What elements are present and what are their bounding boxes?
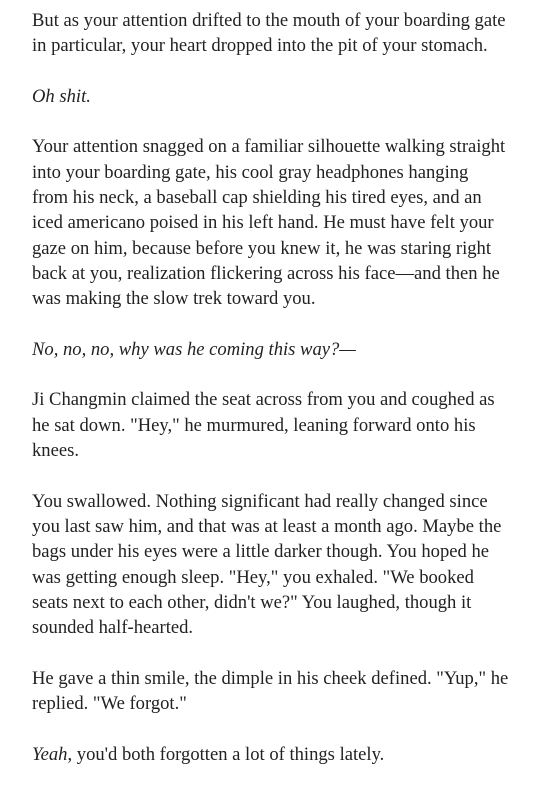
paragraph-7: He gave a thin smile, the dimple in his cheek defined. "Yup," he replied. "We forgot." [32,667,509,715]
paragraph-8-rest: , you'd both forgotten a lot of things lately. [67,743,385,765]
paragraph-4 [32,337,509,362]
paragraph-3: Your attention snagged on a familiar silhouette walking straight into your boarding gate, his cool gray headphones hanging from his neck, a baseball cap shielding his tired eyes, and an iced americano poised in his left hand. He must have felt your gaze on him, because before you knew it, he was staring right back at you, realization flickering across his face—and then he was making the slow trek toward you. [32,136,506,310]
italic-thought-1: Oh shit. [32,85,91,107]
paragraph-6: You swallowed. Nothing significant had really changed since you last saw him, and that was at least a month ago. Maybe the bags under his eyes were a little darker though. You hoped he was getting enough sleep. "Hey," you exhaled. "We booked seats next to each other, didn't we?" You laughed, though it sounded half-hearted. [32,490,502,639]
paragraph-2 [32,84,509,109]
paragraph-1: But as your attention drifted to the mouth of your boarding gate in particular, your heart dropped into the pit of your stomach. [32,10,506,57]
paragraph-8 [32,742,509,767]
italic-thought-2: No, no, no, why was he coming this way?— [32,338,356,360]
paragraph-5: Ji Changmin claimed the seat across from you and coughed as he sat down. "Hey," he murmured, leaning forward onto his knees. [32,389,495,462]
italic-yeah: Yeah [32,743,68,765]
